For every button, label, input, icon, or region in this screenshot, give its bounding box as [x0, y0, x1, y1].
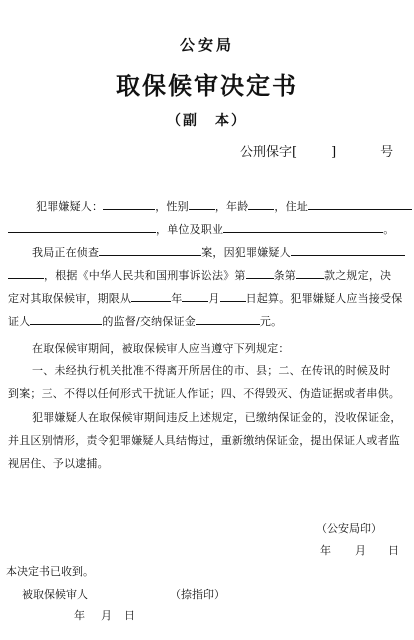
violation-line-2: 并且区别情形，责令犯罪嫌疑人具结悔过，重新缴纳保证金，提出保证人或者监: [8, 434, 400, 447]
bail-amount-blank: [196, 313, 260, 325]
investigating-label: 我局正在侦查: [32, 246, 100, 259]
employer-label: ，单位及职业: [156, 223, 224, 236]
sign-year: 年: [74, 609, 85, 622]
violation-line-1: 犯罪嫌疑人在取保候审期间违反上述规定，已缴纳保证金的，没收保证金，: [32, 411, 402, 424]
rules-intro: 在取保候审期间，被取保候审人应当遵守下列规定：: [32, 342, 290, 355]
rules-line-2: 到案；三、不得以任何形式干扰证人作证；四、不得毁灭、伪造证据或者串供。: [8, 387, 400, 400]
doc-no-suffix: 号: [380, 145, 394, 160]
age-blank: [248, 198, 274, 210]
bail-label: 的监督/交纳保证金: [102, 315, 196, 328]
signer-label: 被取保候审人: [22, 588, 88, 601]
seal-label: （公安局印）: [316, 522, 382, 535]
sign-day: 日: [124, 609, 135, 622]
clause-blank: [296, 267, 324, 279]
month-label: 月: [208, 292, 220, 305]
suspect-line-2: [8, 221, 394, 237]
case-line-2: [8, 267, 391, 283]
address-label: ，住址: [274, 200, 309, 213]
currency-label: 元。: [259, 315, 283, 328]
fingerprint-label: （捺指印）: [170, 588, 225, 601]
doc-no-prefix: 公刑保字[: [240, 145, 298, 160]
suspect-line-1: [36, 198, 412, 214]
start-label: 日起算。犯罪嫌疑人应当接受保: [245, 292, 403, 305]
provision-label: 款之规定，决: [324, 269, 392, 282]
guarantor-label: 证人: [8, 315, 31, 328]
sign-date: [74, 607, 135, 623]
violation-line-3: 视居住、予以逮捕。: [8, 457, 109, 470]
month-blank: [182, 290, 208, 302]
doc-no-bracket: ]: [331, 145, 337, 160]
issue-day: 日: [388, 544, 399, 557]
year-blank: [131, 290, 171, 302]
issue-month: 月: [355, 544, 366, 557]
document-title: 取保候审决定书: [116, 71, 298, 100]
clause-label: 条第: [273, 269, 297, 282]
document-number: [240, 141, 393, 160]
guarantor-blank: [30, 313, 102, 325]
gender-blank: [189, 198, 215, 210]
issue-date: [320, 542, 399, 558]
case-line-3: [8, 290, 402, 306]
employer-blank: [223, 221, 383, 233]
period: 。: [383, 223, 395, 236]
day-blank: [220, 290, 246, 302]
case-line-4: [8, 313, 282, 329]
year-label: 年: [171, 292, 183, 305]
gender-label: ，性别: [155, 200, 189, 213]
address-blank-cont: [8, 221, 156, 233]
address-blank: [308, 198, 412, 210]
case-suspect-blank-cont: [8, 267, 44, 279]
suspect-name-blank: [103, 198, 155, 210]
received-note: 本决定书已收到。: [6, 565, 94, 578]
article-blank: [246, 267, 274, 279]
issuing-agency: 公安局: [179, 36, 234, 54]
law-ref: ，根据《中华人民共和国刑事诉讼法》第: [44, 269, 246, 282]
age-label: ，年龄: [214, 200, 249, 213]
case-line-1: [32, 244, 405, 260]
case-blank: [99, 244, 201, 256]
suspect-label: 犯罪嫌疑人：: [36, 200, 104, 213]
rules-line-1: 一、未经执行机关批准不得离开所居住的市、县；二、在传讯的时候及时: [32, 364, 391, 377]
case-suspect-blank: [291, 244, 405, 256]
copy-label: （副 本）: [167, 113, 247, 129]
sign-month: 月: [101, 609, 112, 622]
case-suspect-label: 案，因犯罪嫌疑人: [201, 246, 291, 259]
issue-year: 年: [320, 544, 331, 557]
period-label: 定对其取保候审，期限从: [8, 292, 132, 305]
